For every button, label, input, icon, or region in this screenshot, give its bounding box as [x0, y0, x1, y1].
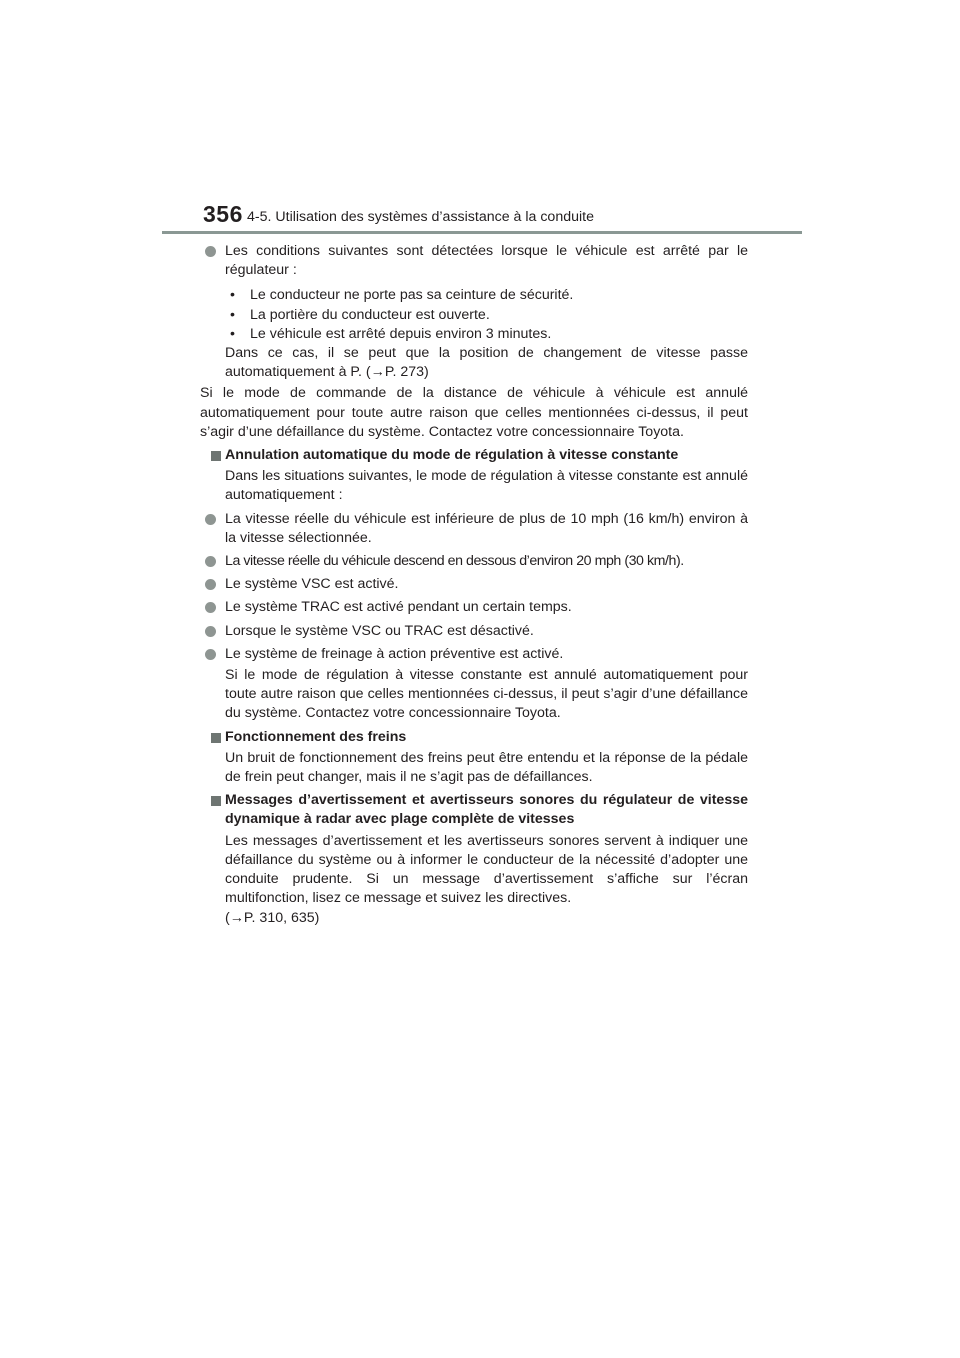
bullet-text: La vitesse réelle du véhicule descend en dessous d’environ 20 mph (30 km/h). — [225, 553, 684, 570]
heading-text: Annulation automatique du mode de régulation à vitesse constante — [225, 447, 679, 464]
bullet-dot-icon — [205, 626, 216, 637]
auto-cancel-bullet — [200, 552, 748, 571]
subitem-text: Le véhicule est arrêté depuis environ 3 minutes. — [250, 325, 552, 342]
section-title: 4-5. Utilisation des systèmes d’assistance à la conduite — [247, 209, 594, 225]
auto-cancel-bullet — [200, 598, 748, 617]
bullet-dot-icon — [205, 602, 216, 613]
warnings-heading — [200, 791, 748, 829]
warnings-reference: (→P. 310, 635) — [225, 909, 320, 926]
page-header — [0, 0, 960, 240]
bullet-dot-icon — [205, 579, 216, 590]
square-bullet-icon — [211, 451, 221, 461]
bullet-dot-icon — [205, 514, 216, 525]
page-number: 356 — [203, 201, 243, 227]
auto-cancel-bullet — [200, 575, 748, 594]
bullet-text: Le système de freinage à action préventive est activé. — [225, 645, 564, 662]
heading-text: Fonctionnement des freins — [225, 728, 407, 745]
conditions-bullet — [200, 242, 748, 280]
cancel-note: Si le mode de commande de la distance de véhicule à véhicule est annulé automatiquement pour toute autre raison que celles mentionnées ci-dessus, il peut s’agir d’une défaillance du système. Contactez votre concessionnaire Toyota. — [200, 385, 748, 440]
subitem-mark: • — [230, 287, 235, 304]
condition-subitem — [200, 286, 748, 305]
bullet-dot-icon — [205, 556, 216, 567]
auto-cancel-bullet — [200, 645, 748, 664]
subitem-mark: • — [230, 325, 235, 342]
square-bullet-icon — [211, 733, 221, 743]
page-content — [200, 239, 748, 928]
bullet-text: Lorsque le système VSC ou TRAC est désactivé. — [225, 622, 534, 639]
auto-cancel-bullet — [200, 510, 748, 548]
bullet-text: Le système TRAC est activé pendant un certain temps. — [225, 599, 572, 616]
auto-cancel-bullet — [200, 622, 748, 641]
auto-cancel-heading — [200, 446, 748, 465]
bullet-dot-icon — [205, 246, 216, 257]
subitem-text: La portière du conducteur est ouverte. — [250, 306, 490, 323]
bullet-dot-icon — [205, 649, 216, 660]
bullet-text: Le système VSC est activé. — [225, 576, 399, 593]
subitem-mark: • — [230, 306, 235, 323]
brakes-heading — [200, 728, 748, 747]
heading-text: Messages d’avertissement et avertisseurs sonores du régulateur de vitesse dynamique à radar avec plage complète de vitesses — [225, 792, 748, 828]
auto-cancel-closing: Si le mode de régulation à vitesse constante est annulé automatiquement pour toute autre raison que celles mentionnées ci-dessus, il peut s’agir d’une défaillance du système. Contactez votre concessionnaire Toyota. — [225, 667, 748, 722]
subitem-text: Le conducteur ne porte pas sa ceinture de sécurité. — [250, 287, 574, 304]
condition-subitem — [200, 306, 748, 325]
condition-subitem — [200, 325, 748, 344]
conditions-note: Dans ce cas, il se peut que la position de changement de vitesse passe automatiquement à P. (→P. 273) — [225, 345, 748, 381]
square-bullet-icon — [211, 796, 221, 806]
bullet-text: Les conditions suivantes sont détectées lorsque le véhicule est arrêté par le régulateur : — [225, 243, 748, 279]
brakes-text: Un bruit de fonctionnement des freins peut être entendu et la réponse de la pédale de frein peut changer, mais il ne s’agit pas de défaillances. — [225, 749, 748, 786]
header-rule — [162, 231, 802, 234]
auto-cancel-intro: Dans les situations suivantes, le mode de régulation à vitesse constante est annulé automatiquement : — [225, 468, 748, 504]
bullet-text: La vitesse réelle du véhicule est inférieure de plus de 10 mph (16 km/h) environ à la vitesse sélectionnée. — [225, 510, 748, 546]
warnings-text: Les messages d’avertissement et les avertisseurs sonores servent à indiquer une défaillance du système ou à informer le conducteur de la nécessité d’adopter une conduite prudente. Si un message d’avertissement s’affiche sur l’écran multifonction, lisez ce message et suivez les directives. — [225, 832, 748, 907]
